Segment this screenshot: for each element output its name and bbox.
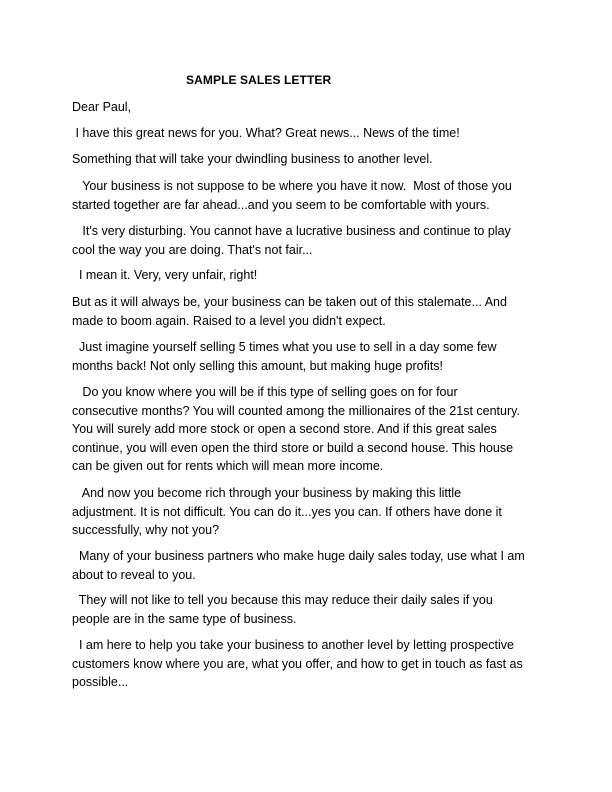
salutation-line: Dear Paul, [72, 100, 132, 114]
paragraph-3 [72, 177, 552, 214]
paragraph-line: I am here to help you take your business to another level by letting prospective [72, 638, 514, 652]
paragraph-11 [72, 591, 552, 628]
paragraph-line: But as it will always be, your business can be taken out of this stalemate... And [72, 295, 507, 309]
paragraph-line: Many of your business partners who make huge daily sales today, use what I am [72, 549, 525, 563]
paragraph-line: people are in the same type of business. [72, 611, 297, 626]
paragraph-line: You will surely add more stock or open a second store. And if this great sales [72, 422, 497, 436]
paragraph-line: made to boom again. Raised to a level you didn't expect. [72, 313, 386, 328]
paragraph-8 [72, 383, 552, 476]
paragraph-line: months back! Not only selling this amount, but making huge profits! [72, 358, 444, 373]
paragraph-1 [72, 124, 552, 143]
paragraph-line: customers know where you are, what you offer, and how to get in touch as fast as [72, 656, 523, 671]
paragraph-line: Just imagine yourself selling 5 times what you use to sell in a day some few [72, 340, 497, 354]
paragraph-line: consecutive months? You will counted among the millionaires of the 21st century. [72, 403, 520, 418]
paragraph-line: And now you become rich through your business by making this little [72, 486, 462, 500]
paragraph-line: I mean it. Very, very unfair, right! [72, 268, 258, 282]
paragraph-line: Your business is not suppose to be where you have it now. Most of those you [72, 179, 512, 193]
paragraph-line: They will not like to tell you because this may reduce their daily sales if you [72, 593, 493, 607]
paragraph-5 [72, 266, 552, 285]
salutation [72, 98, 552, 117]
paragraph-line: about to reveal to you. [72, 567, 196, 582]
paragraph-line: adjustment. It is not difficult. You can do it...yes you can. If others have done it [72, 504, 502, 519]
paragraph-10 [72, 547, 552, 584]
paragraph-line: successfully, why not you? [72, 523, 220, 537]
paragraph-line: continue, you will even open the third store or build a second house. This house [72, 440, 514, 455]
paragraph-line: can be given out for rents which will mean more income. [72, 459, 384, 473]
paragraph-4 [72, 222, 552, 259]
paragraph-12 [72, 636, 552, 692]
paragraph-line: Something that will take your dwindling business to another level. [72, 152, 433, 166]
paragraph-line: It's very disturbing. You cannot have a lucrative business and continue to play [72, 224, 511, 238]
letter-title: SAMPLE SALES LETTER [186, 73, 332, 87]
paragraph-line: Do you know where you will be if this type of selling goes on for four [72, 385, 458, 399]
paragraph-line: possible... [72, 675, 129, 689]
paragraph-9 [72, 484, 552, 540]
paragraph-line: I have this great news for you. What? Great news... News of the time! [72, 126, 460, 140]
paragraph-2 [72, 150, 552, 169]
paragraph-7 [72, 338, 552, 375]
paragraph-6 [72, 293, 552, 330]
paragraph-line: started together are far ahead...and you seem to be comfortable with yours. [72, 197, 490, 212]
paragraph-line: cool the way you are doing. That's not fair... [72, 242, 313, 257]
